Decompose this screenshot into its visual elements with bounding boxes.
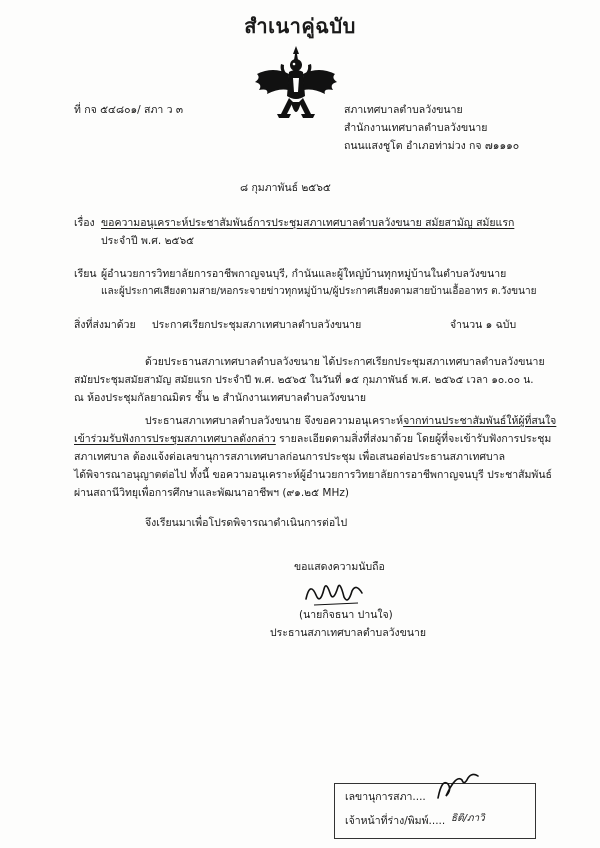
document-title: สำเนาคู่ฉบับ [244, 14, 356, 38]
paragraph-2-line-4: ได้พิจารณาอนุญาตต่อไป ทั้งนี้ ขอความอนุเคราะห์ผู้อำนวยการวิทยาลัยการอาชีพกาญจนบุรี ประชาสัมพันธ์ [74, 469, 552, 481]
subject-line-1: ขอความอนุเคราะห์ประชาสัมพันธ์การประชุมสภาเทศบาลตำบลวังขนาย สมัยสามัญ สมัยแรก [101, 217, 515, 229]
enclosure-item: ประกาศเรียกประชุมสภาเทศบาลตำบลวังขนาย [152, 319, 362, 331]
office-line-3: ถนนแสงชูโต อำเภอท่าม่วง กจ ๗๑๑๑๐ [344, 140, 520, 152]
drafter-handwriting: ธิติ/ภาวิ [451, 813, 485, 824]
paragraph-2-line-1-text: ประธานสภาเทศบาลตำบลวังขนาย จึงขอความอนุเคราะห์ [145, 415, 404, 427]
paragraph-2-line-2-underlined: เข้าร่วมรับฟังการประชุมสภาเทศบาลดังกล่าว [74, 433, 276, 445]
approval-row-secretary: เลขานุการสภา.... [345, 791, 426, 803]
approval-row-drafter: เจ้าหน้าที่ร่าง/พิมพ์..... [345, 815, 446, 827]
paragraph-2-line-2-text: รายละเอียดตามสิ่งที่ส่งมาด้วย โดยผู้ที่จะเข้ารับฟังการประชุม [275, 433, 552, 445]
closing-line: จึงเรียนมาเพื่อโปรดพิจารณาดำเนินการต่อไป [145, 517, 348, 529]
paragraph-1-line-2: สมัยประชุมสมัยสามัญ สมัยแรก ประจำปี พ.ศ. ๒๕๖๕ ในวันที่ ๑๕ กุมภาพันธ์ พ.ศ. ๒๕๖๕ เวลา ๑๐.๐๐ น. [74, 374, 534, 386]
subject-label: เรื่อง [74, 217, 95, 229]
signatory-position: ประธานสภาเทศบาลตำบลวังขนาย [270, 627, 427, 639]
paragraph-1-line-1: ด้วยประธานสภาเทศบาลตำบลวังขนาย ได้ประกาศเรียกประชุมสภาเทศบาลตำบลวังขนาย [145, 356, 545, 368]
recipient-label: เรียน [74, 268, 97, 280]
paragraph-2-line-2 [74, 432, 551, 446]
signatory-name: (นายกิจธนา ปานใจ) [299, 609, 393, 621]
secretary-initial-mark [428, 770, 488, 804]
garuda-emblem-icon [251, 44, 341, 128]
enclosure-count: จำนวน ๑ ฉบับ [450, 319, 517, 331]
paragraph-2-line-3: สภาเทศบาล ต้องแจ้งต่อเลขานุการสภาเทศบาลก่อนการประชุม เพื่อเสนอต่อประธานสภาเทศบาล [74, 451, 506, 463]
recipient-line-1: ผู้อำนวยการวิทยาลัยการอาชีพกาญจนบุรี, กำนันและผู้ใหญ่บ้านทุกหมู่บ้านในตำบลวังขนาย [101, 268, 507, 280]
signature-salutation: ขอแสดงความนับถือ [294, 561, 385, 573]
office-line-2: สำนักงานเทศบาลตำบลวังขนาย [344, 122, 488, 134]
paragraph-1-line-3: ณ ห้องประชุมกัลยาณมิตร ชั้น ๒ สำนักงานเทศบาลตำบลวังขนาย [74, 392, 367, 404]
enclosure-label: สิ่งที่ส่งมาด้วย [74, 319, 136, 331]
document-date: ๘ กุมภาพันธ์ ๒๕๖๕ [240, 182, 331, 194]
paragraph-2-line-1 [145, 414, 556, 428]
signature-mark [300, 575, 370, 609]
office-line-1: สภาเทศบาลตำบลวังขนาย [344, 104, 463, 116]
paragraph-2-line-1-underlined: จากท่านประชาสัมพันธ์ให้ผู้ที่สนใจ [403, 415, 557, 427]
paragraph-2-line-5: ผ่านสถานีวิทยุเพื่อการศึกษาและพัฒนาอาชีพฯ (๙๑.๒๕ MHz) [74, 487, 349, 499]
recipient-line-2: และผู้ประกาศเสียงตามสาย/หอกระจายข่าวทุกหมู่บ้าน/ผู้ประกาศเสียงตามสายบ้านเอื้ออาทร ต.วังขนาย [101, 286, 537, 297]
document-number: ที่ กจ ๕๔๘๐๑/ สภา ว ๓ [74, 104, 184, 116]
subject-line-2: ประจำปี พ.ศ. ๒๕๖๕ [101, 235, 195, 247]
